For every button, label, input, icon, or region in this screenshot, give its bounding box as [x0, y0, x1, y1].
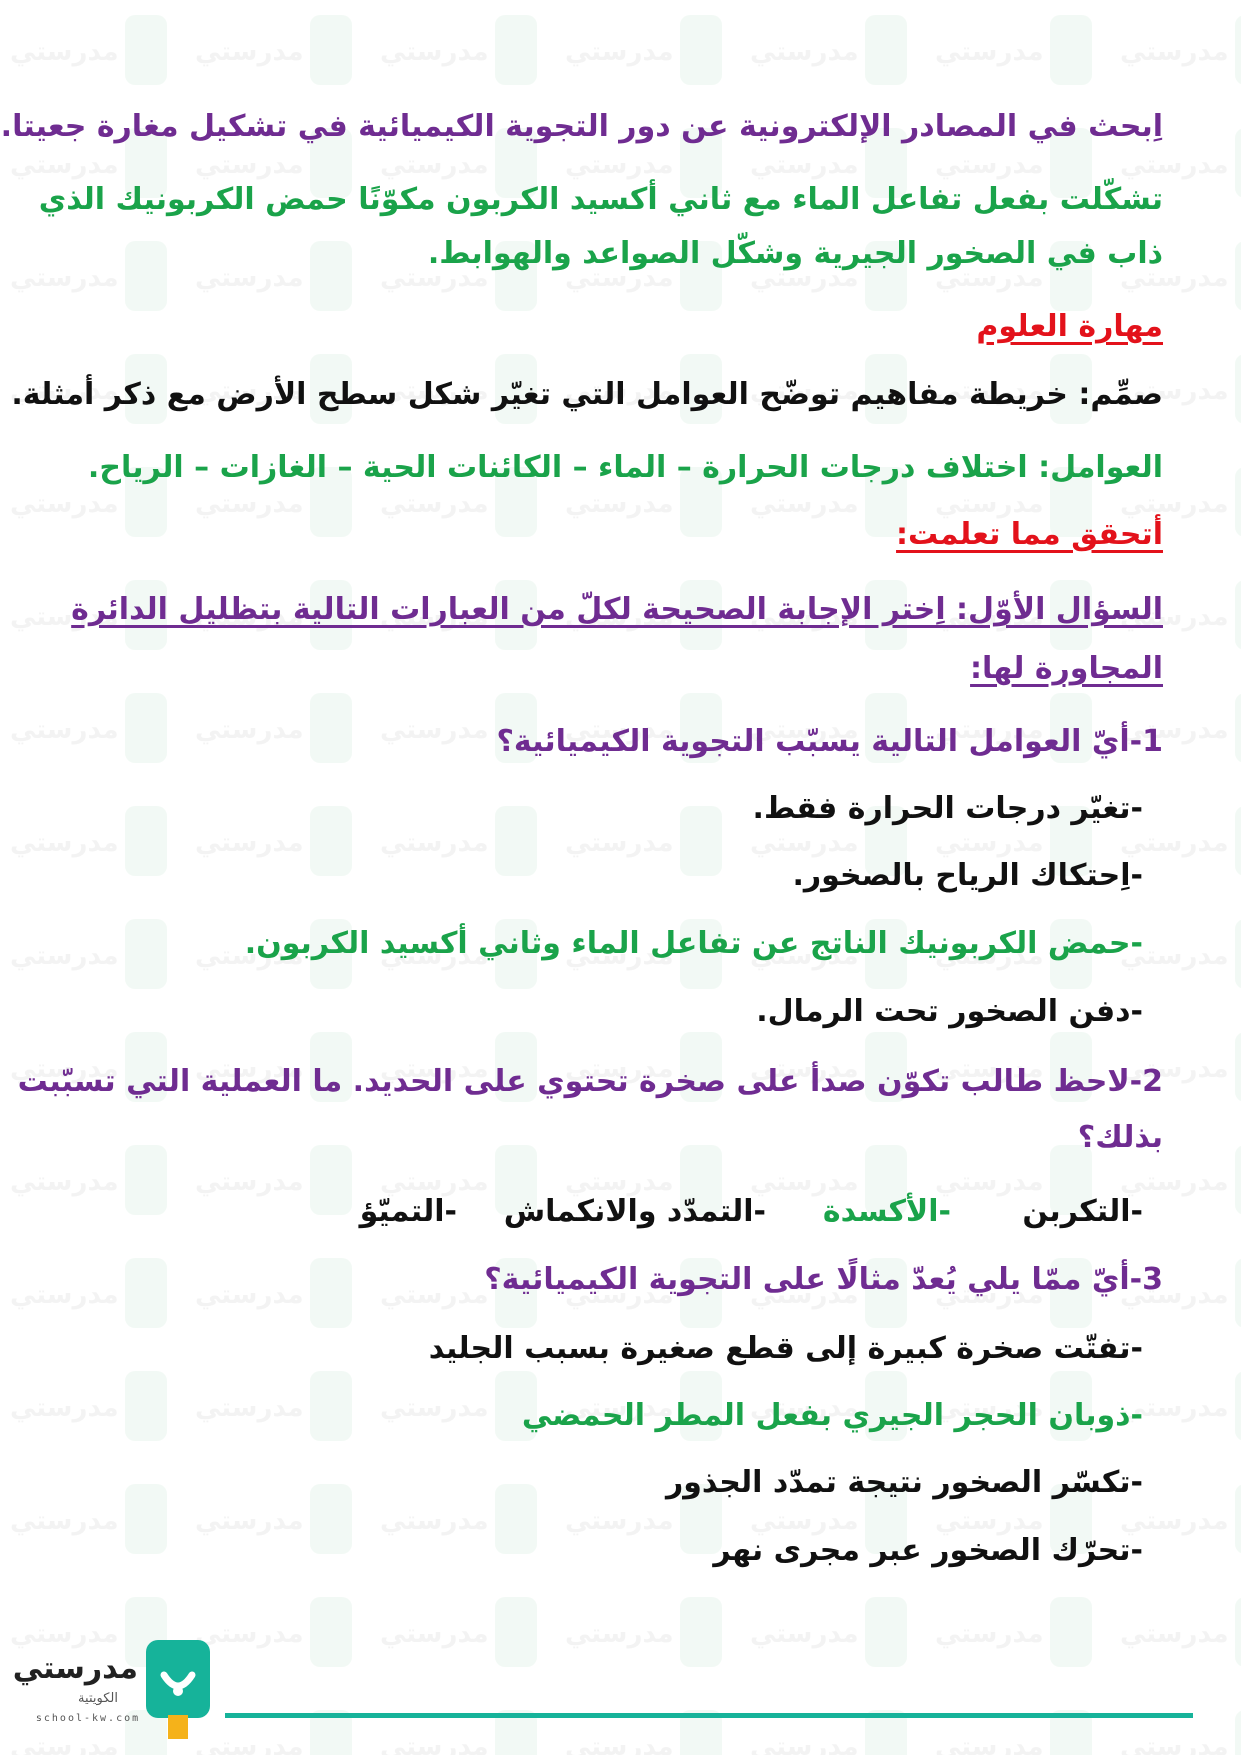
question-2-option-d: -التميّؤ	[359, 1194, 457, 1229]
research-prompt: اِبحث في المصادر الإلكترونية عن دور التجوية الكيميائية في تشكيل مغارة جعيتا.	[0, 109, 1163, 144]
research-answer-line-2: ذاب في الصخور الجيرية وشكّل الصواعد والهوابط.	[427, 236, 1163, 271]
logo-url: school-kw.com	[35, 1713, 141, 1724]
logo-subtitle: الكويتية	[78, 1691, 118, 1706]
factors-answer: العوامل: اختلاف درجات الحرارة – الماء – الكائنات الحية – الغازات – الرياح.	[87, 450, 1163, 485]
question-1-option-a: -تغيّر درجات الحرارة فقط.	[752, 791, 1143, 826]
logo-name: مدرستي	[12, 1651, 138, 1686]
question-1-option-d: -دفن الصخور تحت الرمال.	[756, 994, 1143, 1029]
question-one-instruction-line-2: المجاورة لها:	[970, 651, 1163, 686]
footer-divider	[225, 1713, 1193, 1718]
question-3-option-d: -تحرّك الصخور عبر مجرى نهر	[713, 1533, 1143, 1568]
question-3-option-c: -تكسّر الصخور نتيجة تمدّد الجذور	[665, 1465, 1143, 1500]
question-2-option-b-correct: -الأكسدة	[822, 1194, 951, 1229]
question-1-option-b: -اِحتكاك الرياح بالصخور.	[792, 858, 1143, 893]
section-heading-check-learning: أتحقق مما تعلمت:	[896, 517, 1163, 552]
question-2-line-1: 2-لاحظ طالب تكوّن صدأ على صخرة تحتوي على الحديد. ما العملية التي تسبّبت	[17, 1064, 1163, 1099]
question-1: 1-أيّ العوامل التالية يسبّب التجوية الكيميائية؟	[496, 724, 1163, 759]
question-1-option-c-correct: -حمض الكربونيك الناتج عن تفاعل الماء وثاني أكسيد الكربون.	[244, 926, 1143, 961]
question-3-option-b-correct: -ذوبان الحجر الجيري بفعل المطر الحمضي	[521, 1398, 1143, 1433]
question-2-line-2: بذلك؟	[1077, 1120, 1163, 1155]
site-logo	[12, 1635, 218, 1745]
question-one-instruction-line-1: السؤال الأوّل: اِختر الإجابة الصحيحة لكلّ من العبارات التالية بتظليل الدائرة	[71, 592, 1163, 627]
question-2-option-a: -التكربن	[1022, 1194, 1143, 1229]
question-2-option-c: -التمدّد والانكماش	[503, 1194, 766, 1229]
question-3: 3-أيّ ممّا يلي يُعدّ مثالًا على التجوية الكيميائية؟	[484, 1262, 1163, 1297]
research-answer-line-1: تشكّلت بفعل تفاعل الماء مع ثاني أكسيد الكربون مكوّنًا حمض الكربونيك الذي	[38, 182, 1163, 217]
question-3-option-a: -تفتّت صخرة كبيرة إلى قطع صغيرة بسبب الجليد	[428, 1331, 1143, 1366]
design-prompt: صمِّم: خريطة مفاهيم توضّح العوامل التي تغيّر شكل سطح الأرض مع ذكر أمثلة.	[11, 377, 1163, 412]
section-heading-science-skill: مهارة العلوم	[976, 309, 1163, 344]
